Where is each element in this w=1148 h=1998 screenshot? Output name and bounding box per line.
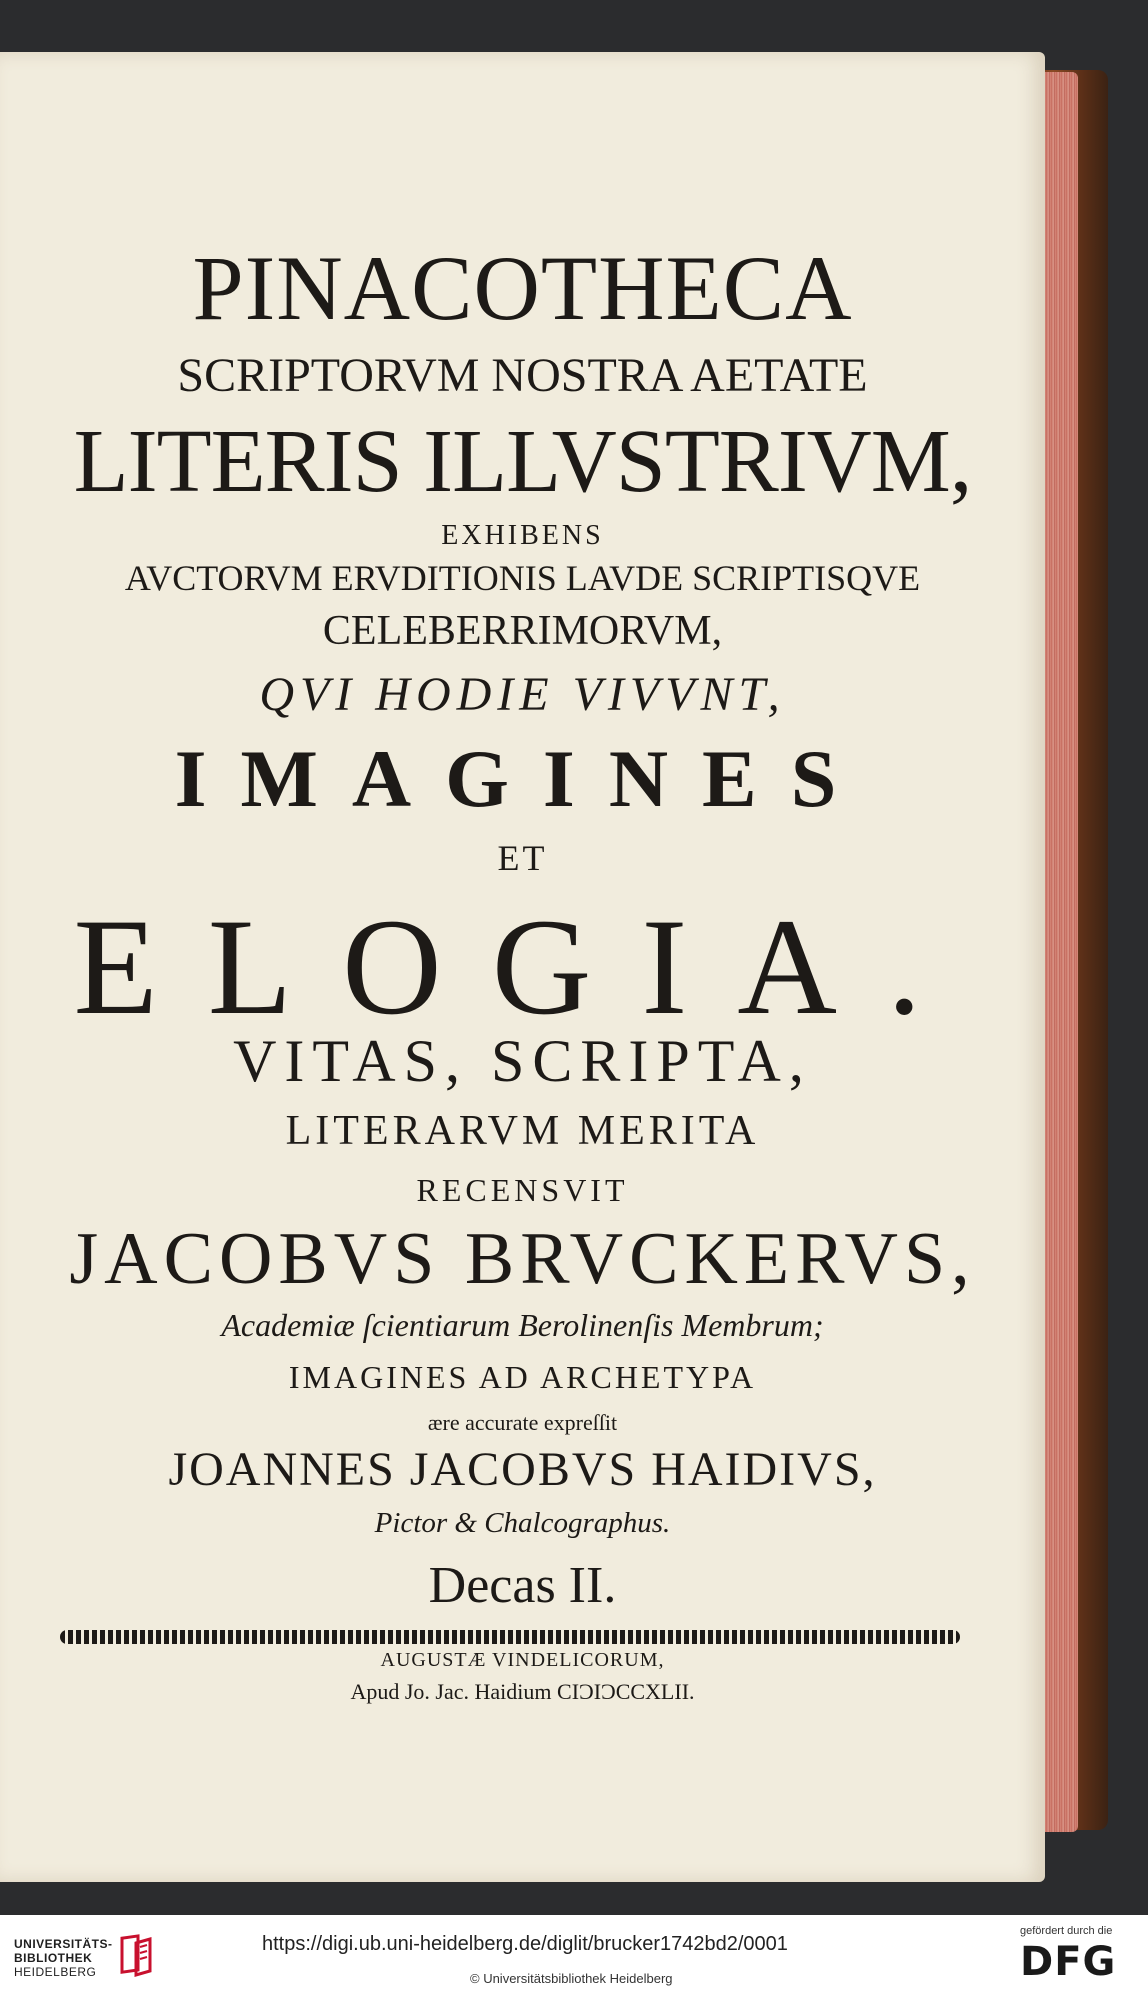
author-name: JACOBVS BRVCKERVS,: [69, 1218, 976, 1300]
title-line-2: SCRIPTORVM NOSTRA AETATE: [177, 349, 868, 402]
engraver-role: Pictor & Chalcographus.: [374, 1507, 671, 1539]
title-line-5: AVCTORVM ERVDITIONIS LAVDE SCRIPTISQVE: [124, 558, 921, 598]
title-line-11: VITAS, SCRIPTA,: [233, 1028, 812, 1094]
title-line-12: LITERARVM MERITA: [285, 1108, 760, 1154]
title-page: [0, 52, 1045, 1882]
title-line-7: QVI HODIE VIVVNT,: [259, 668, 786, 721]
title-main: PINACOTHECA: [192, 237, 853, 339]
title-line-17: ære accurate expreſſit: [427, 1410, 618, 1435]
library-name: [14, 1937, 113, 1979]
library-name-line-3: HEIDELBERG: [14, 1965, 97, 1979]
ornamental-rule: [60, 1630, 960, 1644]
title-line-13: RECENSVIT: [416, 1172, 629, 1208]
title-line-9: ET: [497, 838, 548, 878]
viewer-footer: [0, 1915, 1148, 1998]
imprint-place: AUGUSTÆ VINDELICORUM,: [380, 1649, 665, 1671]
library-name-line-2: BIBLIOTHEK: [14, 1951, 93, 1965]
title-line-4: EXHIBENS: [441, 520, 604, 551]
title-line-16: IMAGINES AD ARCHETYPA: [288, 1359, 757, 1395]
author-affiliation: Academiæ ſcientiarum Berolinenſis Membrum;: [221, 1307, 824, 1343]
title-line-3: LITERIS ILLVSTRIVM,: [73, 412, 972, 511]
title-line-10: ELOGIA.: [73, 890, 972, 1043]
imprint-publisher: Apud Jo. Jac. Haidium CIƆIƆCCXLII.: [350, 1679, 695, 1704]
copyright-notice: © Universitätsbibliothek Heidelberg: [470, 1971, 673, 1986]
engraver-name: JOANNES JACOBVS HAIDIVS,: [168, 1443, 877, 1496]
title-line-8: IMAGINES: [174, 733, 871, 824]
volume-label: Decas II.: [428, 1557, 617, 1614]
funding-label: gefördert durch die: [1020, 1925, 1113, 1937]
permalink-url[interactable]: https://digi.ub.uni-heidelberg.de/diglit/brucker1742bd2/0001: [262, 1933, 788, 1955]
library-logo-icon: [116, 1933, 158, 1979]
dfg-logo: DFG: [1020, 1939, 1117, 1985]
title-line-6: CELEBERRIMORVM,: [322, 608, 723, 654]
library-name-line-1: UNIVERSITÄTS-: [14, 1937, 113, 1951]
